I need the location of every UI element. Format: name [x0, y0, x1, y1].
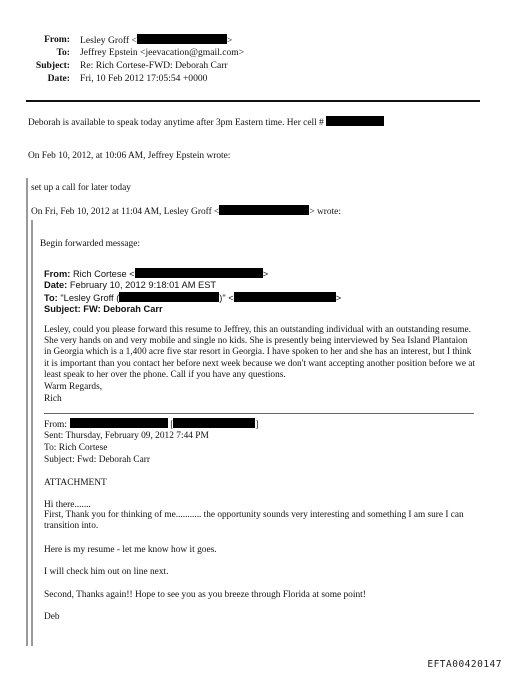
redaction-bar	[70, 418, 168, 428]
message-separator	[44, 413, 474, 414]
header-divider	[26, 100, 480, 102]
deb-signature: Deb	[44, 612, 60, 622]
redaction-bar	[326, 116, 384, 126]
subject-value: Re: Rich Cortese-FWD: Deborah Carr	[80, 60, 228, 71]
redaction-bar	[173, 418, 255, 428]
document-id: EFTA00420147	[427, 659, 502, 670]
fwd-to: To: "Lesley Groff ( )" < >	[44, 293, 342, 303]
redaction-bar	[137, 34, 227, 44]
rich-signature: Rich	[44, 394, 62, 404]
fwd-from: From: Rich Cortese < >	[44, 269, 269, 279]
deb-line-4: Second, Thanks again!! Hope to see you as you breeze through Florida at some point!	[44, 590, 366, 600]
rich-closing: Warm Regards,	[44, 382, 103, 392]
subject-label: Subject:	[35, 60, 70, 71]
fwd-date: Date: February 10, 2012 9:18:01 AM EST	[44, 280, 217, 290]
quote2-attribution: On Fri, Feb 10, 2012 at 11:04 AM, Lesley Groff < > wrote:	[31, 207, 341, 217]
redaction-bar	[135, 268, 263, 278]
quote1-attribution: On Feb 10, 2012, at 10:06 AM, Jeffrey Epstein wrote:	[28, 151, 231, 161]
quote-bar-1	[26, 178, 28, 646]
quote-bar-2	[31, 220, 33, 646]
redaction-bar	[119, 292, 219, 302]
reply-text: Deborah is available to speak today anytime after 3pm Eastern time. Her cell #	[28, 116, 384, 129]
date-value: Fri, 10 Feb 2012 17:05:54 +0000	[80, 73, 208, 84]
inner-from: From: [ ]	[44, 420, 259, 430]
date-label: Date:	[47, 73, 70, 84]
rich-message-body: Lesley, could you please forward this resume to Jeffrey, this an outstanding individual with an outstanding resume. She very hands on and very mobile and single no kids. She is presently being interviewed by Sea Island Plantaion in Georgia which is a 1,400 acre five star resort in Georgia. I have spoken to her and she has an interest, but I think it is important than you contact her before next week because we don't want accepting another position before we at least speak to her over the phone. Call if you have any questions.	[44, 325, 475, 380]
attachment-label: ATTACHMENT	[44, 478, 107, 488]
deb-line-1: First, Thank you for thinking of me........... the opportunity sounds very interesting and something I am sure I can transition into.	[44, 510, 464, 532]
inner-to: To: Rich Cortese	[44, 443, 108, 453]
to-value: Jeffrey Epstein <jeevacation@gmail.com>	[80, 47, 245, 58]
redaction-bar	[219, 205, 309, 215]
redaction-bar	[234, 292, 336, 302]
inner-sent: Sent: Thursday, February 09, 2012 7:44 PM	[44, 431, 209, 441]
deb-line-3: I will check him out on line next.	[44, 567, 169, 577]
from-label: From:	[44, 34, 70, 45]
to-label: To:	[56, 47, 70, 58]
from-value: Lesley Groff < >	[80, 35, 233, 46]
fwd-subject: Subject: FW: Deborah Carr	[44, 304, 163, 314]
inner-subject: Subject: Fwd: Deborah Carr	[44, 455, 150, 465]
deb-line-2: Here is my resume - let me know how it goes.	[44, 545, 217, 555]
begin-forwarded-label: Begin forwarded message:	[40, 239, 140, 249]
deb-greeting: Hi there.......	[44, 500, 91, 510]
quote1-message: set up a call for later today	[31, 183, 131, 193]
